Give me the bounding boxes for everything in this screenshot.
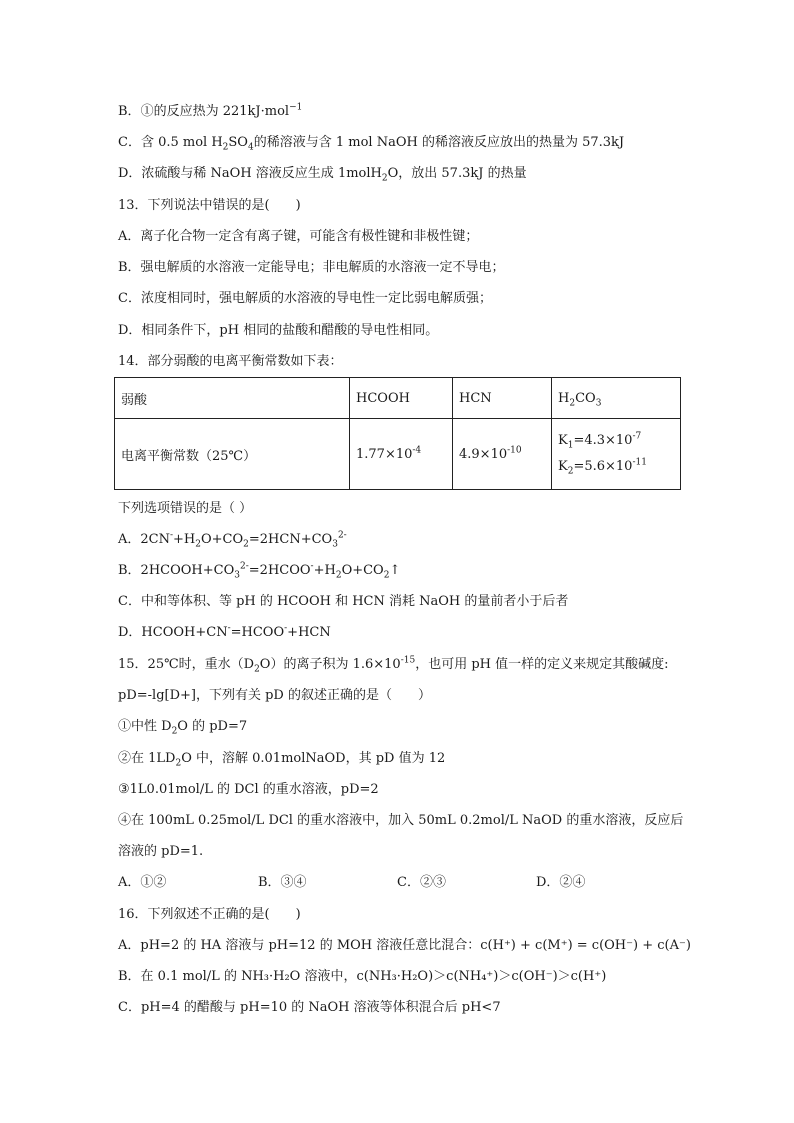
- table-header-row: [115, 378, 681, 419]
- q13-stem: 13．下列说法中错误的是( ): [118, 198, 301, 213]
- table-cell: $4.9\times 10^{-10}$: [453, 419, 552, 490]
- q13-option-c: C．浓度相同时，强电解质的水溶液的导电性一定比弱电解质强；: [118, 291, 492, 306]
- table-cell: HCOOH: [350, 378, 453, 419]
- q15-stem-line2: pD=-lg[D+]，下列有关 pD 的叙述正确的是（ ）: [118, 688, 431, 703]
- q15-option-c: C．②③: [397, 875, 446, 890]
- q15-option-b: B．③④: [258, 875, 307, 890]
- q16-option-c: C．pH=4 的醋酸与 pH=10 的 NaOH 溶液等体积混合后 pH<7: [118, 1000, 501, 1015]
- table-cell: 电离平衡常数（25℃）: [115, 419, 350, 490]
- q13-option-d: D．相同条件下，pH 相同的盐酸和醋酸的导电性相同。: [118, 323, 439, 338]
- q12-option-d: D．浓硫酸与稀 NaOH 溶液反应生成 1molH$_2$O，放出 57.3kJ 的热量: [118, 166, 527, 184]
- q14-option-b: B．$2HCOOH+CO_3^{2-}=2HCOO^-+H_2O+CO_2↑$: [118, 561, 401, 581]
- q15-stem-line1: 15．25℃时，重水$(D_2O)$的离子积为 $1.6\times 10^{-15}$，也可用 pH 值一样的定义来规定其酸碱度:: [118, 655, 669, 675]
- table-cell: $1.77\times 10^{-4}$: [350, 419, 453, 490]
- q14-option-c: C．中和等体积、等 pH 的 HCOOH 和 HCN 消耗 NaOH 的量前者小于后者: [118, 594, 569, 609]
- q15-item-4-cont: 溶液的 pD=1.: [118, 844, 204, 859]
- q16-option-a: A．pH=2 的 HA 溶液与 pH=12 的 MOH 溶液任意比混合：c(H⁺) + c(M⁺) = c(OH⁻) + c(A⁻): [118, 938, 691, 953]
- q15-item-4: ④在 100mL 0.25mol/L DCl 的重水溶液中，加入 50mL 0.2mol/L NaOD 的重水溶液，反应后: [118, 813, 684, 828]
- q14-prompt: 下列选项错误的是（ ）: [118, 501, 253, 516]
- table-cell: HCN: [453, 378, 552, 419]
- q15-item-2: ②在 $1LD_2O$ 中，溶解 0.01molNaOD，其 pD 值为 12: [118, 751, 446, 769]
- q15-option-a: A．①②: [118, 875, 167, 890]
- q14-option-a: A．$2CN^-+H_2O+CO_2=2HCN+CO_3^{2-}$: [118, 530, 347, 550]
- q15-item-3: ③1L0.01mol/L 的 DCl 的重水溶液，pD=2: [118, 782, 379, 797]
- q15-option-d: D．②④: [536, 875, 586, 890]
- q13-option-b: B．强电解质的水溶液一定能导电；非电解质的水溶液一定不导电；: [118, 260, 505, 275]
- q14-option-d: D．HCOOH+CN-=HCOO-+HCN: [118, 623, 331, 640]
- q16-stem: 16．下列叙述不正确的是( ): [118, 907, 301, 922]
- table-cell: 弱酸: [115, 378, 350, 419]
- q14-stem: 14．部分弱酸的电离平衡常数如下表：: [118, 354, 343, 369]
- table-cell: $K_1=4.3\times 10^{-7}$ $K_2=5.6\times 10^{-11}$: [552, 419, 681, 490]
- q13-option-a: A．离子化合物一定含有离子键，可能含有极性键和非极性键；: [118, 229, 479, 244]
- table-cell: $H_2CO_3$: [552, 378, 681, 419]
- acid-constant-table: [114, 377, 681, 490]
- q12-option-b: B．①的反应热为 221kJ·mol$^{-1}$: [118, 102, 303, 119]
- q12-option-c: C．含 0.5 mol $H_2SO_4$的稀溶液与含 1 mol NaOH 的稀溶液反应放出的热量为 57.3kJ: [118, 135, 625, 153]
- q15-item-1: ①中性 $D_2O$ 的 pD=7: [118, 719, 248, 737]
- q16-option-b: B．在 0.1 mol/L 的 NH₃·H₂O 溶液中，c(NH₃·H₂O)＞c(NH₄⁺)＞c(OH⁻)＞c(H⁺): [118, 969, 607, 984]
- table-row: [115, 419, 681, 490]
